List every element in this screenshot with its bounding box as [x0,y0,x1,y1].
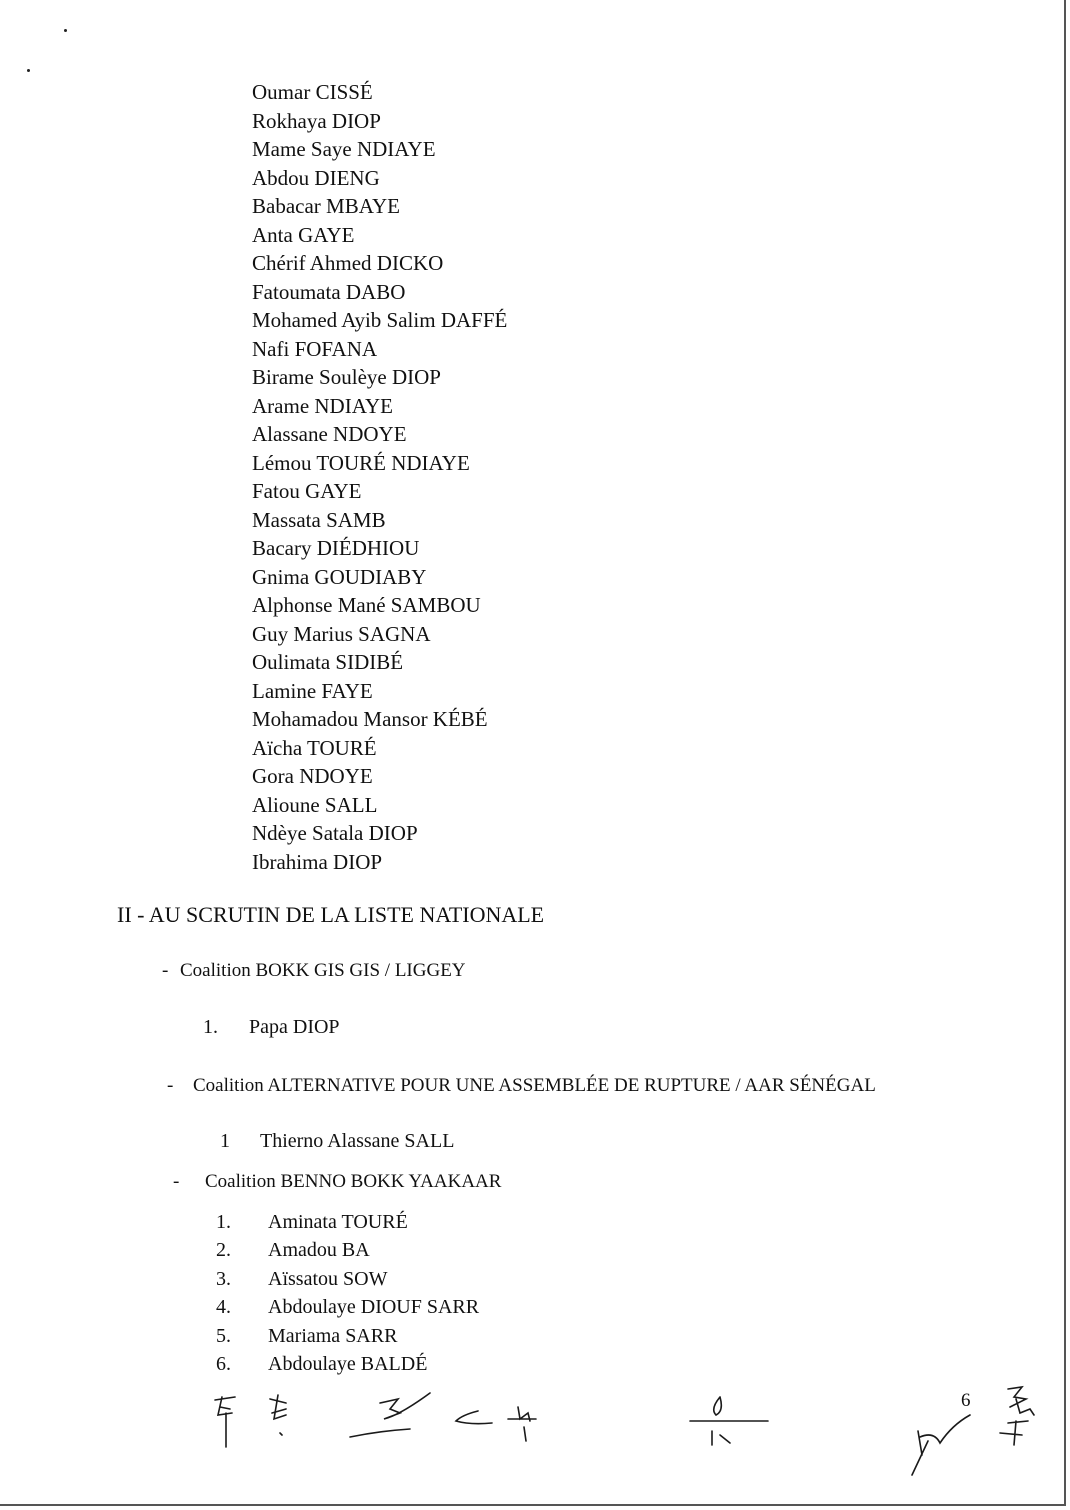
list-item: Lémou TOURÉ NDIAYE [252,450,470,475]
list-item: Ibrahima DIOP [252,849,383,874]
item-number: 6. [216,1352,231,1375]
list-item [216,1236,479,1264]
list-dash: - [167,1075,174,1096]
candidate-name: Amadou BA [268,1239,370,1262]
list-item: Alioune SALL [252,792,378,817]
list-item: Chérif Ahmed DICKO [252,251,444,275]
candidate-item [203,1016,340,1039]
candidate-name: Thierno Alassane SALL [260,1130,455,1152]
initial-mark [508,1407,536,1441]
list-item: Babacar MBAYE [252,194,400,218]
initial-mark [215,1397,235,1447]
list-dash: - [173,1171,180,1192]
speck-mark [64,29,67,32]
coalition-label: Coalition BENNO BOKK YAAKAAR [205,1171,502,1192]
initial-mark [270,1395,286,1435]
list-item: Rokhaya DIOP [252,108,381,133]
page-number: 6 [961,1390,971,1411]
list-item: Alphonse Mané SAMBOU [252,593,481,617]
candidate-name: Aïssatou SOW [268,1267,388,1290]
list-item: Fatou GAYE [252,479,362,503]
candidate-name: Abdoulaye BALDÉ [268,1352,428,1375]
list-item [216,1350,479,1378]
coalition-heading [162,960,466,982]
list-item: Mohamadou Mansor KÉBÉ [252,707,488,731]
item-number: 1 [220,1130,230,1152]
coalition-heading [167,1075,876,1097]
list-dash: - [162,960,169,981]
initial-mark [912,1415,1028,1475]
list-item: Oumar CISSÉ [252,80,373,104]
list-item: Anta GAYE [252,222,355,247]
list-item: Alassane NDOYE [252,422,407,446]
list-item: Mohamed Ayib Salim DAFFÉ [252,308,508,332]
candidate-item [220,1130,454,1153]
list-item: Gnima GOUDIABY [252,564,427,589]
list-item: Fatoumata DABO [252,279,406,304]
candidate-name: Papa DIOP [249,1016,340,1038]
list-item: Birame Soulèye DIOP [252,365,441,389]
list-item: Nafi FOFANA [252,336,378,361]
coalition-label: Coalition ALTERNATIVE POUR UNE ASSEMBLÉE DE RUPTURE / AAR SÉNÉGAL [193,1075,876,1096]
list-item: Lamine FAYE [252,678,373,703]
item-number: 4. [216,1296,231,1319]
speck-mark [27,69,30,72]
list-item [216,1322,479,1350]
list-item: Gora NDOYE [252,764,373,788]
candidate-name: Abdoulaye DIOUF SARR [268,1296,480,1319]
coalition-label: Coalition BOKK GIS GIS / LIGGEY [180,960,466,981]
list-item: Guy Marius SAGNA [252,621,431,646]
initial-mark [456,1411,492,1424]
list-item: Mame Saye NDIAYE [252,137,436,161]
initial-mark [690,1397,768,1445]
section-heading: II - AU SCRUTIN DE LA LISTE NATIONALE [117,902,545,927]
item-number: 3. [216,1267,231,1290]
list-item: Massata SAMB [252,507,386,532]
list-item: Arame NDIAYE [252,393,393,418]
initial-mark [350,1393,430,1437]
item-number: 5. [216,1324,231,1347]
handwritten-initials [200,1385,1050,1485]
coalition-heading [173,1171,501,1193]
list-item: Bacary DIÉDHIOU [252,536,420,560]
item-number: 1. [203,1016,218,1038]
candidate-name: Aminata TOURÉ [268,1211,408,1233]
item-number: 1. [216,1211,231,1233]
item-number: 2. [216,1239,231,1262]
candidate-name: Mariama SARR [268,1324,398,1347]
list-item: Abdou DIENG [252,165,380,190]
coalition-candidate-list [216,1208,479,1378]
candidate-names-list [252,78,507,876]
list-item [216,1265,479,1293]
list-item [216,1293,479,1321]
list-item: Oulimata SIDIBÉ [252,650,404,674]
list-item [216,1208,479,1236]
initial-mark [1008,1387,1034,1415]
list-item: Ndèye Satala DIOP [252,821,418,845]
list-item: Aïcha TOURÉ [252,735,377,760]
